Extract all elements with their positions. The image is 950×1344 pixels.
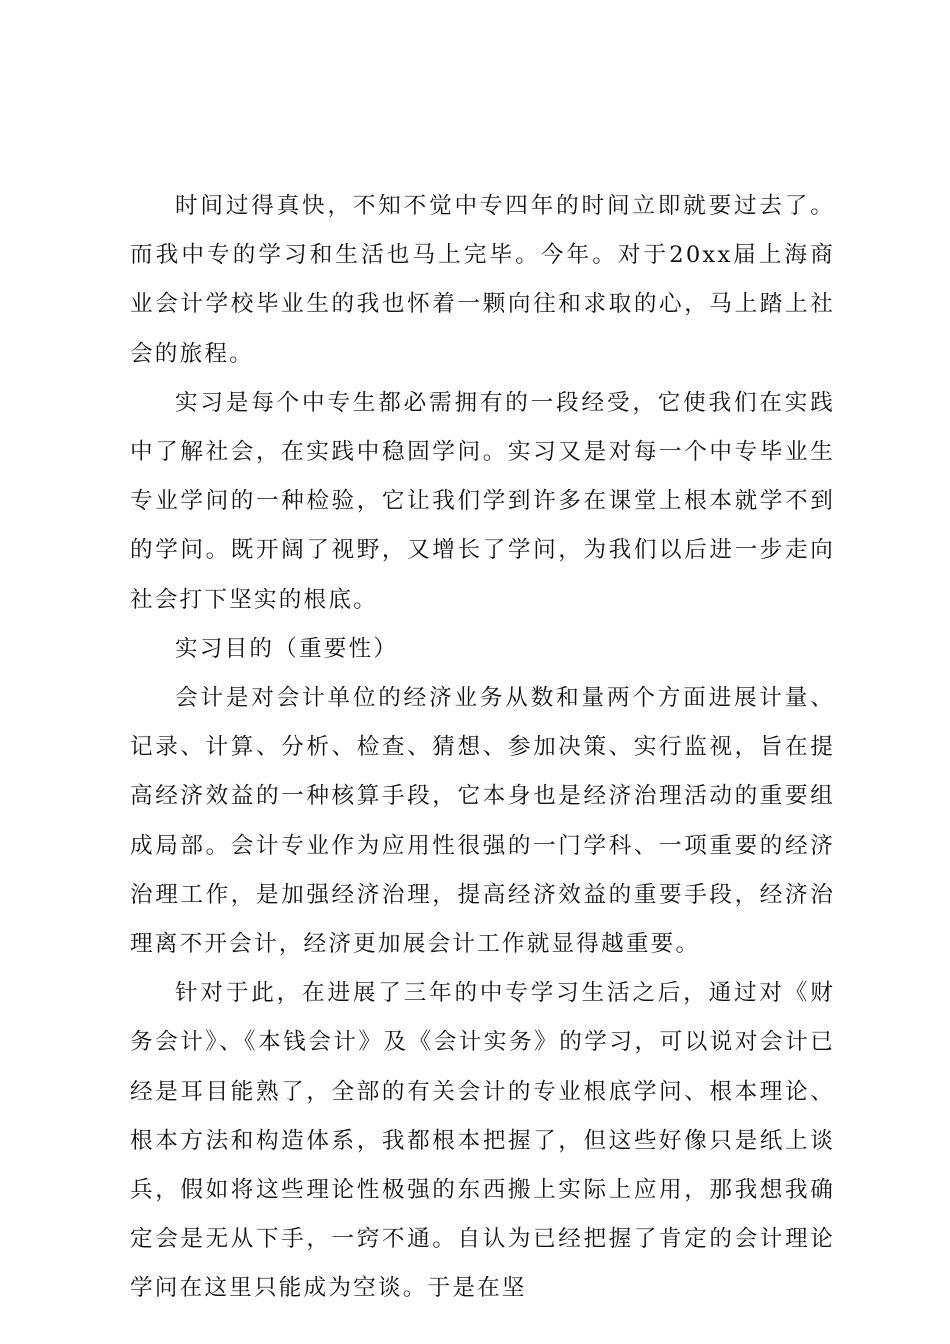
section-heading-purpose: 实习目的（重要性） — [175, 635, 399, 662]
paragraph-intro: 时间过得真快，不知不觉中专四年的时间立即就要过去了。而我中专的学习和生活也马上完毕。今年。对于20xx届上海商业会计学校毕业生的我也怀着一颗向往和求取的心，马上踏上社会的旅程。 — [130, 193, 835, 367]
paragraph-study-reflection: 针对于此，在进展了三年的中专学习生活之后，通过对《财务会计》、《本钱会计》及《会计实务》的学习，可以说对会计已经是耳目能熟了，全部的有关会计的专业根底学问、根本理论、根本方法和构造体系，我都根本把握了，但这些好像只是纸上谈兵，假如将这些理论性极强的东西搬上实际上应用，那我想我确定会是无从下手，一窍不通。自认为已经把握了肯定的会计理论学问在这里只能成为空谈。于是在坚 — [130, 980, 835, 1302]
paragraph-accounting-definition: 会计是对会计单位的经济业务从数和量两个方面进展计量、记录、计算、分析、检查、猜想、参加决策、实行监视，旨在提高经济效益的一种核算手段，它本身也是经济治理活动的重要组成局部。会计专业作为应用性很强的一门学科、一项重要的经济治理工作，是加强经济治理，提高经济效益的重要手段，经济治理离不开会计，经济更加展会计工作就显得越重要。 — [130, 685, 835, 958]
paragraph-internship-meaning: 实习是每个中专生都必需拥有的一段经受，它使我们在实践中了解社会，在实践中稳固学问。实习又是对每一个中专毕业生专业学问的一种检验，它让我们学到许多在课堂上根本就学不到的学问。既开阔了视野，又增长了学问，为我们以后进一步走向社会打下坚实的根底。 — [130, 389, 835, 613]
document-page — [130, 182, 835, 1314]
